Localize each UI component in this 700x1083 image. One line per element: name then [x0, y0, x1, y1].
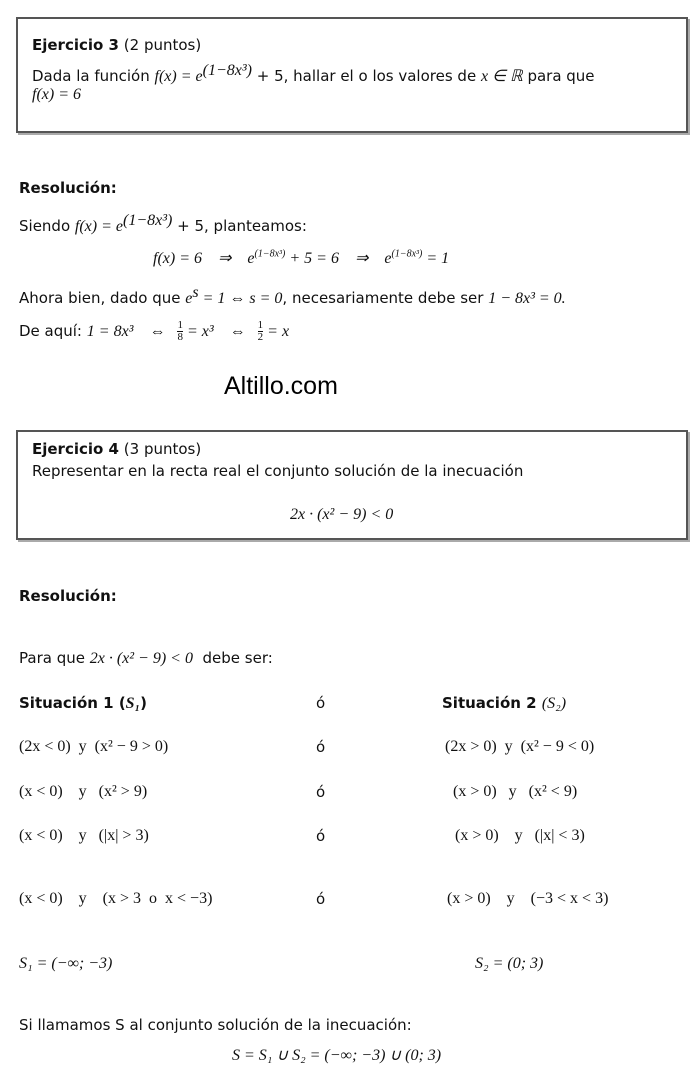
- situation-2-row: (x > 0) y (|x| < 3): [455, 827, 585, 844]
- situation-2-row: (2x > 0) y (x² − 9 < 0): [445, 738, 595, 755]
- res4-para: [19, 649, 273, 668]
- text: + 5, hallar el o los valores de: [251, 67, 481, 85]
- text: Ahora bien, dado que: [19, 289, 186, 307]
- ex3-title: Ejercicio 3: [32, 36, 119, 54]
- text: , necesariamente debe ser: [282, 289, 489, 307]
- ex3-statement: [32, 62, 595, 86]
- math-exp: (1−8x³): [202, 62, 252, 79]
- situation-1-row: (x < 0) y (x > 3 o x < −3): [19, 890, 213, 907]
- ex4-heading: [32, 440, 201, 458]
- ex4-title: Ejercicio 4: [32, 440, 119, 458]
- math: = 1 ⇔ s = 0: [198, 290, 283, 307]
- situation-1-row: (x < 0) y (x² > 9): [19, 783, 148, 800]
- math: = 1: [422, 250, 450, 267]
- num: 1: [257, 319, 264, 331]
- math: f(x) = 6 ⇒ e: [153, 250, 255, 267]
- watermark: Altillo.com: [224, 372, 338, 400]
- or-label: ó: [316, 738, 326, 756]
- situation-1-row: (2x < 0) y (x² − 9 > 0): [19, 738, 169, 755]
- text: Para que: [19, 649, 90, 667]
- math: = x³ ⇔: [182, 323, 258, 340]
- or-label: ó: [316, 890, 326, 908]
- text: debe ser:: [192, 649, 273, 667]
- math: x ∈ ℝ: [480, 68, 523, 85]
- res3-deaqui: [19, 320, 289, 343]
- ex3-points: (2 puntos): [123, 36, 202, 54]
- ex3-heading: [32, 36, 201, 54]
- num: 1: [177, 319, 183, 331]
- math: S₁: [125, 695, 141, 712]
- heading: Resolución:: [19, 179, 117, 197]
- or-label: ó: [316, 827, 326, 845]
- situation-2-title: [442, 694, 566, 713]
- text: Dada la función: [32, 67, 155, 85]
- res3-heading: [19, 179, 117, 197]
- math: = x: [263, 323, 290, 340]
- math: e: [185, 290, 193, 307]
- s2-result: S₂ = (0; 3): [475, 955, 544, 972]
- math: f(x) = e: [74, 218, 124, 235]
- text: De aquí:: [19, 322, 87, 340]
- math-exp: (1−8x³): [123, 212, 173, 229]
- or-label: ó: [316, 783, 326, 801]
- final-solution: S = S₁ ∪ S₂ = (−∞; −3) ∪ (0; 3): [232, 1047, 442, 1064]
- math: (S₂): [541, 695, 567, 712]
- den: 8: [177, 331, 183, 343]
- math: 1 = 8x³ ⇔: [86, 323, 178, 340]
- math: 1 − 8x³ = 0.: [488, 290, 566, 307]
- conclusion-text: Si llamamos S al conjunto solución de la inecuación:: [19, 1016, 412, 1034]
- den: 2: [257, 331, 264, 343]
- text: Siendo: [19, 217, 75, 235]
- math: + 5 = 6 ⇒ e: [285, 250, 392, 267]
- situation-1-title: Situación 1 (S₁): [19, 694, 148, 712]
- s1-result: S₁ = (−∞; −3): [19, 955, 113, 972]
- text: para que: [522, 67, 595, 85]
- ex4-statement: Representar en la recta real el conjunto solución de la inecuación: [32, 462, 524, 480]
- math-exp: (1−8x³): [391, 248, 423, 260]
- text: Situación 1 (: [19, 694, 126, 712]
- situation-2-row: (x > 0) y (−3 < x < 3): [447, 890, 609, 907]
- ex4-points: (3 puntos): [123, 440, 202, 458]
- text: Situación 2: [442, 694, 542, 712]
- situation-2-row: (x > 0) y (x² < 9): [453, 783, 578, 800]
- res3-ahora: [19, 284, 566, 308]
- res3-equation: [153, 248, 449, 268]
- ex4-inequality: 2x · (x² − 9) < 0: [290, 506, 394, 523]
- situation-1-row: (x < 0) y (|x| > 3): [19, 827, 149, 844]
- text: + 5, planteamos:: [172, 217, 307, 235]
- or-label: ó: [316, 694, 326, 712]
- res4-heading: Resolución:: [19, 587, 117, 605]
- math-exp: (1−8x³): [254, 248, 286, 260]
- math: f(x) = e: [154, 68, 203, 85]
- res3-siendo: [19, 212, 307, 236]
- math-exp: s: [192, 284, 199, 301]
- ex3-condition: f(x) = 6: [32, 86, 81, 103]
- math: 2x · (x² − 9) < 0: [89, 650, 193, 667]
